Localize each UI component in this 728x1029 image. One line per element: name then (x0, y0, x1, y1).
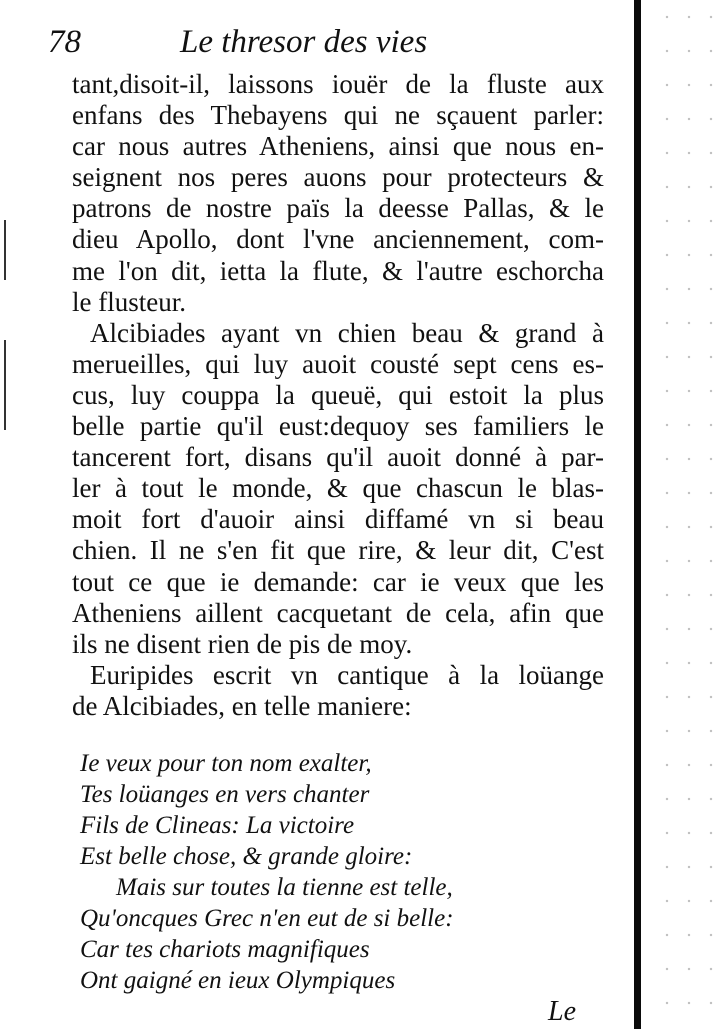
left-margin-mark (4, 220, 6, 280)
catchword: Le (548, 996, 576, 1027)
text-line: moit fort d'auoir ainsi diffamé vn si beau (72, 504, 604, 535)
left-margin-mark (4, 340, 6, 430)
text-line: me l'on dit, ietta la flute, & l'autre eschorcha (72, 255, 604, 286)
text-line: dieu Apollo, dont l'vne anciennement, com- (72, 224, 604, 255)
verse-line: Est belle chose, & grande gloire: (80, 843, 413, 870)
verse-line: Mais sur toutes la tienne est telle, (116, 874, 453, 901)
text-line: tant,disoit-il, laissons iouër de la fluste aux (72, 69, 604, 99)
verse-line: Ie veux pour ton nom exalter, (80, 750, 372, 777)
text-line: de Alcibiades, en telle maniere: (72, 690, 412, 721)
text-line: car nous autres Atheniens, ainsi que nous en- (72, 131, 604, 162)
text-line: belle partie qu'il eust:dequoy ses familiers le (72, 411, 604, 442)
text-line: tout ce que ie demande: car ie veux que les (72, 566, 604, 597)
text-line: tancerent fort, disans qu'il auoit donné à par- (72, 442, 604, 473)
verse-line: Car tes chariots magnifiques (80, 936, 370, 963)
body-text (72, 69, 604, 722)
text-line: patrons de nostre païs la deesse Pallas, & le (72, 193, 604, 224)
running-title: Le thresor des vies (180, 24, 428, 60)
verse-block (80, 748, 520, 996)
running-header (48, 20, 608, 64)
text-line: ler à tout le monde, & que chascun le blas- (72, 473, 604, 504)
text-line: merueilles, qui luy auoit cousté sept cens es- (72, 348, 604, 379)
text-line: enfans des Thebayens qui ne sçauent parler: (72, 100, 604, 131)
page-number: 78 (48, 24, 81, 60)
text-line: ils ne disent rien de pis de moy. (72, 628, 413, 659)
text-line: cus, luy couppa la queuë, qui estoit la plus (72, 379, 604, 410)
text-line: le flusteur. (72, 286, 186, 317)
facing-page-bleed (656, 0, 726, 1029)
binding-edge (634, 0, 641, 1029)
text-line: chien. Il ne s'en fit que rire, & leur dit, C'est (72, 535, 604, 566)
verse-line: Qu'oncques Grec n'en eut de si belle: (80, 905, 454, 932)
verse-line: Tes loüanges en vers chanter (80, 781, 370, 808)
verse-line: Fils de Clineas: La victoire (80, 812, 355, 839)
text-line: seignent nos peres auons pour protecteurs & (72, 162, 604, 193)
text-line: Euripides escrit vn cantique à la loüange (90, 659, 604, 690)
text-line: Alcibiades ayant vn chien beau & grand à (90, 317, 604, 348)
verse-line: Ont gaigné en ieux Olympiques (80, 967, 396, 994)
text-line: Atheniens aillent cacquetant de cela, afin que (72, 597, 604, 628)
